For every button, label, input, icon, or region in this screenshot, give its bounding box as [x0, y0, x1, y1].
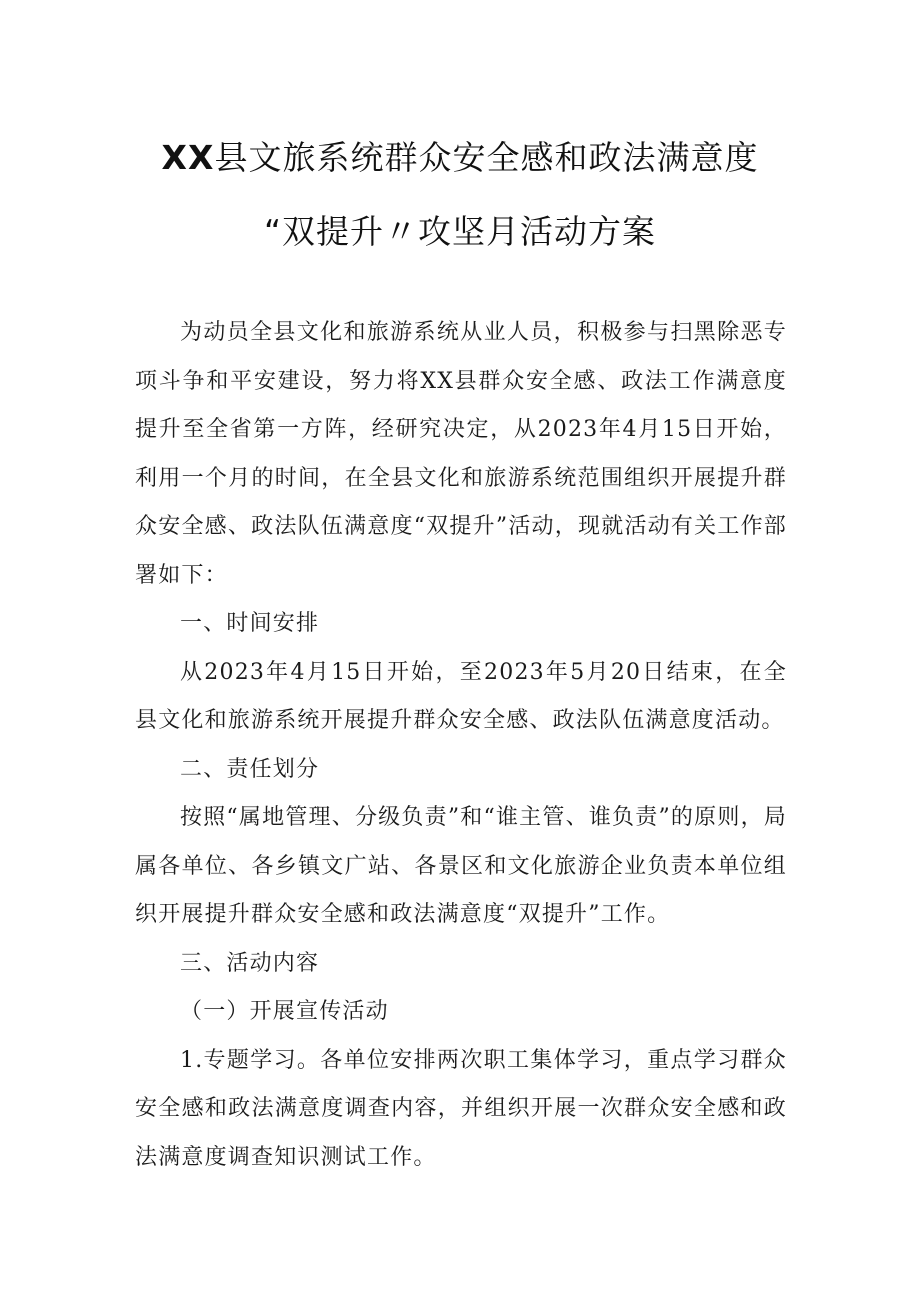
section-heading-schedule: 一、时间安排 — [180, 611, 320, 636]
intro-paragraph: 为动员全县文化和旅游系统从业人员，积极参与扫黑除恶专项斗争和平安建设，努力将XX县群众安全感、政法工作满意度提升至全省第一方阵，经研究决定，从2023年4月15日开始，利用一个月的时间，在全县文化和旅游系统范围组织开展提升群众安全感、政法队伍满意度“双提升”活动，现就活动有关工作部署如下： — [135, 320, 787, 588]
title-line-1-text: 县文旅系统群众安全感和政法满意度 — [214, 138, 759, 177]
study-paragraph: 1.专题学习。各单位安排两次职工集体学习，重点学习群众安全感和政法满意度调查内容，并组织开展一次群众安全感和政法满意度调查知识测试工作。 — [135, 1047, 787, 1170]
section-heading-activities: 三、活动内容 — [180, 950, 320, 976]
subsection-heading-publicity: （一）开展宣传活动 — [180, 999, 389, 1024]
document-body — [135, 309, 787, 1182]
document-title-line-2: “双提升〃攻坚月活动方案 — [263, 212, 657, 251]
document-title-line-1 — [90, 132, 830, 179]
title-county-placeholder: XX — [161, 138, 215, 177]
section-heading-responsibility: 二、责任划分 — [180, 756, 320, 782]
schedule-paragraph: 从2023年4月15日开始，至2023年5月20日结束，在全县文化和旅游系统开展提升群众安全感、政法队伍满意度活动。 — [135, 659, 787, 733]
responsibility-paragraph: 按照“属地管理、分级负责”和“谁主管、谁负责”的原则，局属各单位、各乡镇文广站、各景区和文化旅游企业负责本单位组织开展提升群众安全感和政法满意度“双提升”工作。 — [135, 805, 787, 927]
